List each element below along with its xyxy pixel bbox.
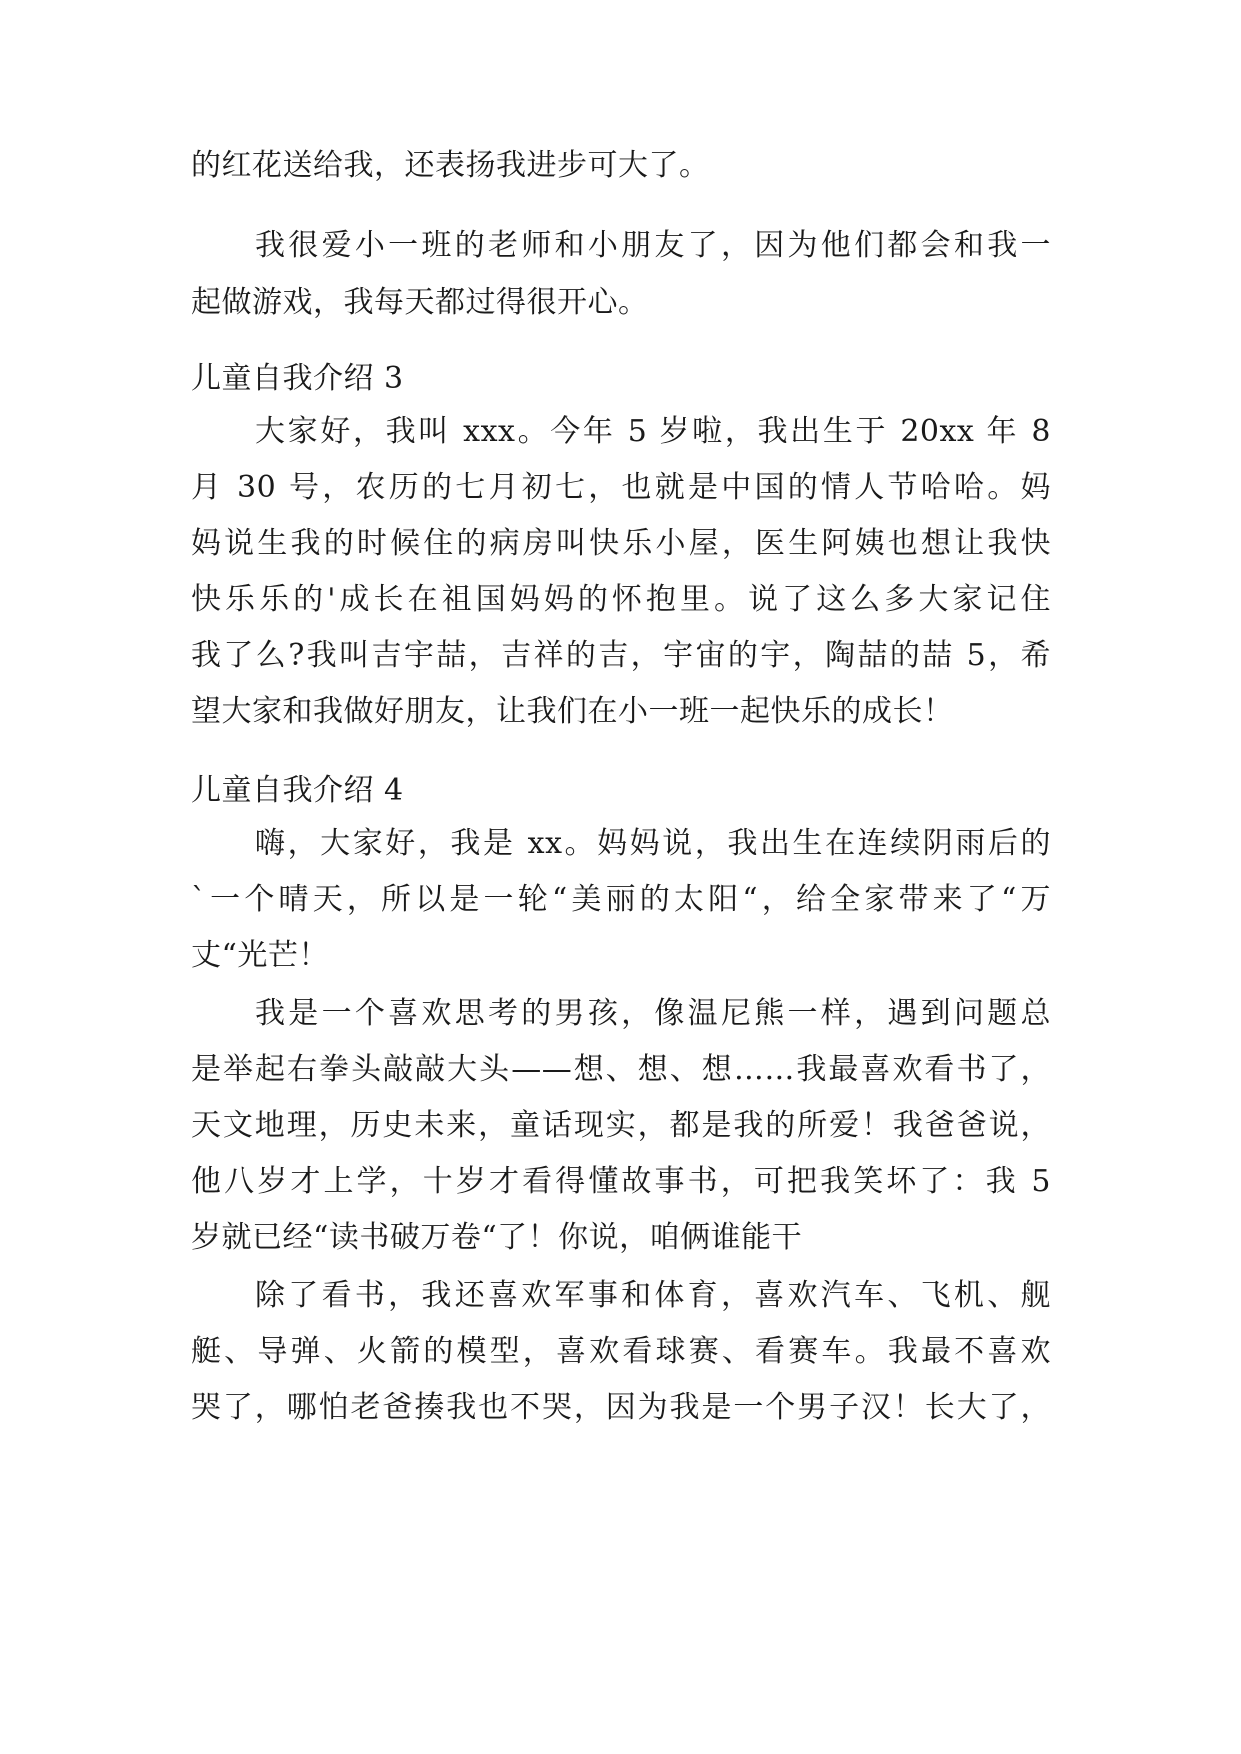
paragraph-line: 他八岁才上学，十岁才看得懂故事书，可把我笑坏了：我 5 <box>191 1164 1051 1199</box>
paragraph-line: 月 30 号，农历的七月初七，也就是中国的情人节哈哈。妈 <box>191 470 1051 505</box>
paragraph-line: 天文地理，历史未来，童话现实，都是我的所爱！我爸爸说， <box>191 1108 1051 1143</box>
paragraph-line: 我了么?我叫吉宇喆，吉祥的吉，宇宙的宇，陶喆的喆 5，希 <box>191 638 1051 673</box>
paragraph-line: 望大家和我做好朋友，让我们在小一班一起快乐的成长！ <box>191 694 954 729</box>
paragraph-line: 妈说生我的时候住的病房叫快乐小屋，医生阿姨也想让我快 <box>191 526 1051 561</box>
section-heading-4: 儿童自我介绍 4 <box>191 773 404 808</box>
paragraph-line: 哭了，哪怕老爸揍我也不哭，因为我是一个男子汉！长大了， <box>191 1390 1051 1425</box>
paragraph-line: 是举起右拳头敲敲大头——想、想、想……我最喜欢看书了， <box>191 1052 1051 1087</box>
paragraph-line: 我是一个喜欢思考的男孩，像温尼熊一样，遇到问题总 <box>255 996 1051 1031</box>
paragraph-line: 岁就已经“读书破万卷“了！你说，咱俩谁能干 <box>191 1220 803 1255</box>
paragraph-line: 快乐乐的'成长在祖国妈妈的怀抱里。说了这么多大家记住 <box>191 582 1051 617</box>
section-heading-3: 儿童自我介绍 3 <box>191 361 404 396</box>
paragraph-line: 起做游戏，我每天都过得很开心。 <box>191 285 649 320</box>
paragraph-line: 嗨，大家好，我是 xx。妈妈说，我出生在连续阴雨后的 <box>255 826 1051 861</box>
paragraph-line: 我很爱小一班的老师和小朋友了，因为他们都会和我一 <box>255 228 1051 263</box>
paragraph-line: 大家好，我叫 xxx。今年 5 岁啦，我出生于 20xx 年 8 <box>255 414 1051 449</box>
paragraph-line: 除了看书，我还喜欢军事和体育，喜欢汽车、飞机、舰 <box>255 1278 1051 1313</box>
paragraph-line: 的红花送给我，还表扬我进步可大了。 <box>191 148 710 183</box>
paragraph-line: 艇、导弹、火箭的模型，喜欢看球赛、看赛车。我最不喜欢 <box>191 1334 1051 1369</box>
paragraph-line: `一个晴天，所以是一轮“美丽的太阳“，给全家带来了“万 <box>191 882 1051 917</box>
paragraph-line: 丈“光芒！ <box>191 938 329 973</box>
